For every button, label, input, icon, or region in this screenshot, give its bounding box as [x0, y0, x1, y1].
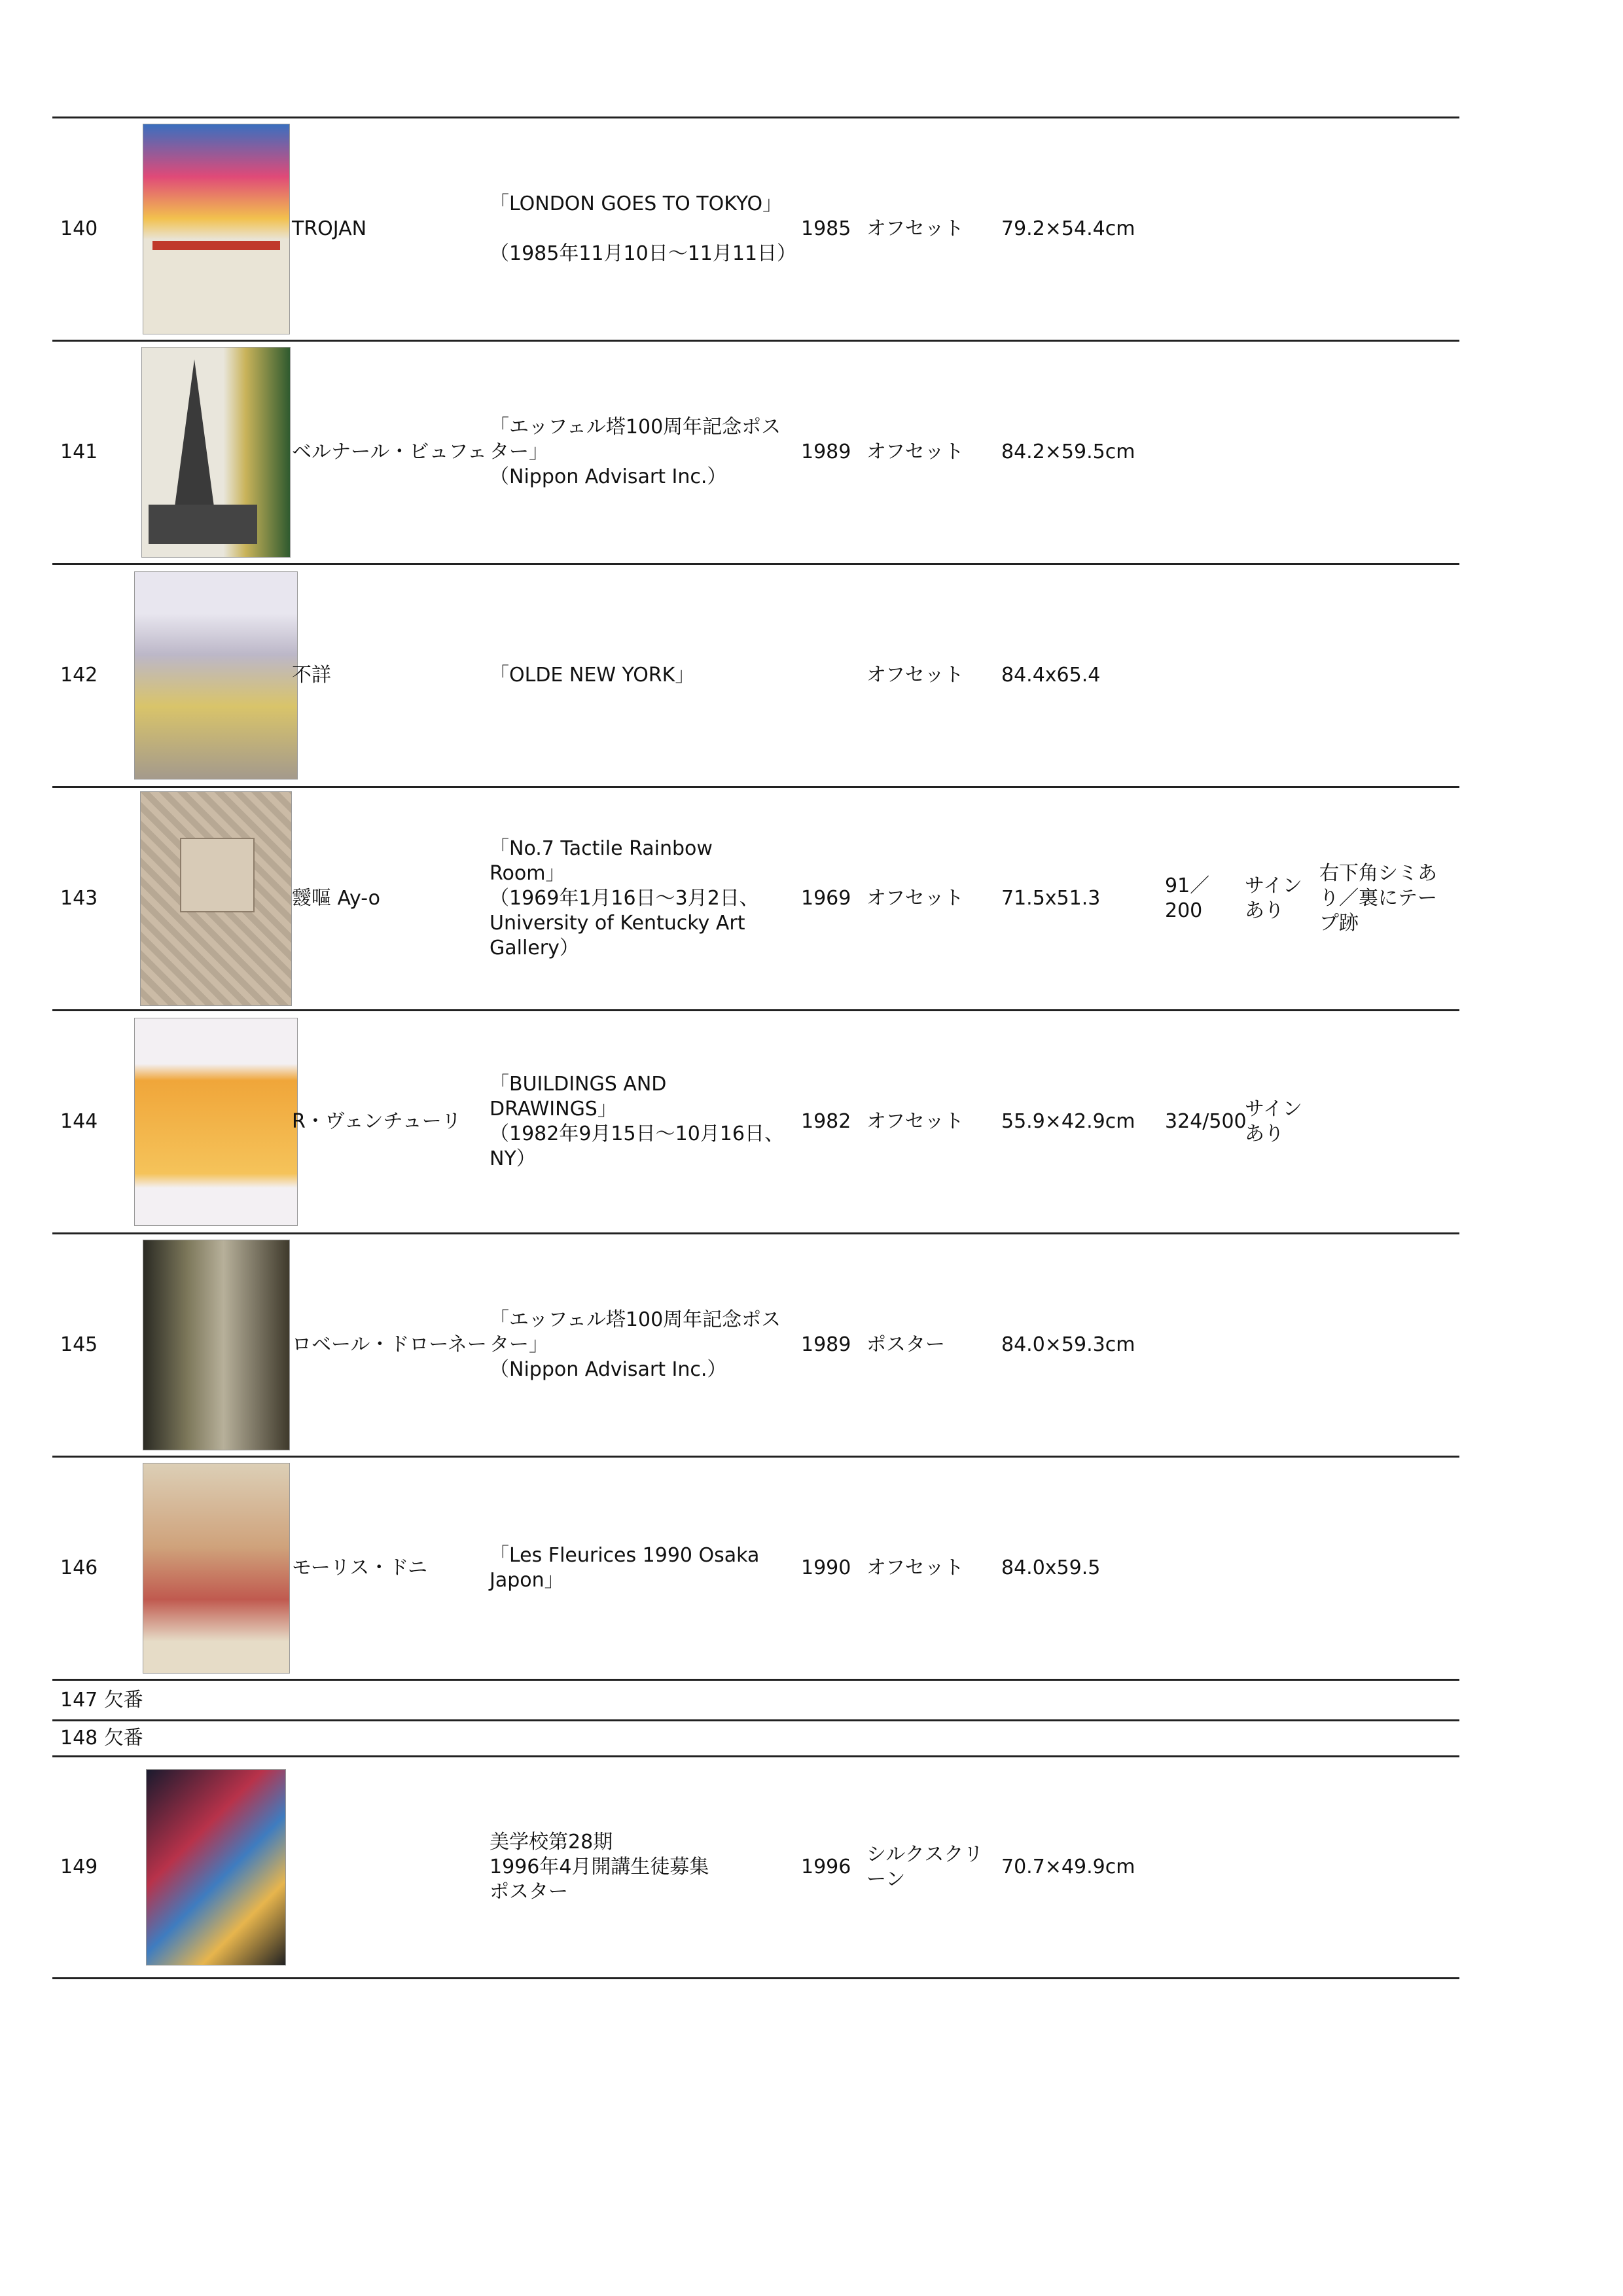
work-technique: ポスター: [866, 1333, 945, 1356]
item-number: 149: [60, 1856, 98, 1878]
catalog-row: [52, 563, 1459, 786]
poster-thumbnail: [140, 791, 292, 1006]
work-technique: オフセット: [866, 217, 964, 240]
edition-number: 324/500: [1165, 1110, 1247, 1133]
work-title: 美学校第28期 1996年4月開講生徒募集 ポスター: [490, 1831, 709, 1903]
edition-number: [1165, 565, 1237, 786]
artist-name: ベルナール・ビュフェ: [292, 440, 487, 463]
catalog-row: [52, 340, 1459, 563]
artist-name: TROJAN: [292, 217, 367, 240]
item-number: 144: [60, 1110, 98, 1133]
work-year: 1996: [801, 1856, 851, 1878]
work-title: 「LONDON GOES TO TOKYO」 （1985年11月10日～11月11日）: [490, 192, 797, 265]
item-number: 143: [60, 887, 98, 910]
item-number: 145: [60, 1333, 98, 1356]
condition-note: [1319, 118, 1450, 340]
signature-status: サインあり: [1245, 874, 1302, 922]
edition-number: 91／200: [1165, 874, 1210, 922]
work-size: 70.7×49.9cm: [1001, 1856, 1135, 1878]
poster-thumbnail: [143, 1240, 290, 1450]
artist-name: ロベール・ドローネー: [292, 1333, 487, 1356]
work-size: 84.2×59.5cm: [1001, 440, 1135, 463]
condition-note: [1319, 342, 1450, 563]
poster-thumbnail: [143, 124, 290, 334]
condition-note: 右下角シミあり／裏にテープ跡: [1319, 862, 1437, 935]
missing-item-row: [52, 1679, 1459, 1719]
poster-thumbnail: [134, 571, 298, 780]
edition-number: [1165, 118, 1237, 340]
condition-note: [1319, 565, 1450, 786]
missing-item-label: 148 欠番: [60, 1727, 143, 1749]
poster-thumbnail: [146, 1769, 286, 1965]
work-technique: シルクスクリーン: [866, 1843, 984, 1891]
condition-note: [1319, 1757, 1450, 1977]
artist-name: 不詳: [292, 664, 331, 687]
work-title: 「BUILDINGS AND DRAWINGS」 （1982年9月15日～10月16日、NY）: [490, 1073, 784, 1170]
work-title: 「Les Fleurices 1990 Osaka Japon」: [490, 1544, 760, 1592]
catalog-row: [52, 1009, 1459, 1232]
signature-status: サインあり: [1245, 1098, 1302, 1145]
work-technique: オフセット: [866, 664, 964, 687]
work-technique: オフセット: [866, 887, 964, 910]
work-size: 71.5x51.3: [1001, 887, 1101, 910]
artist-name: モーリス・ドニ: [292, 1556, 427, 1579]
work-technique: オフセット: [866, 440, 964, 463]
work-title: 「No.7 Tactile Rainbow Room」 （1969年1月16日～3月2日、University of Kentucky Art Gallery）: [490, 837, 759, 960]
edition-number: [1165, 1757, 1237, 1977]
edition-number: [1165, 1458, 1237, 1679]
item-number: 140: [60, 217, 98, 240]
poster-thumbnail: [143, 1463, 290, 1674]
work-year: 1990: [801, 1556, 851, 1579]
poster-thumbnail: [141, 347, 291, 558]
condition-note: [1319, 1458, 1450, 1679]
work-year: [801, 565, 860, 786]
item-number: 146: [60, 1556, 98, 1579]
artist-name: 靉嘔 Ay-o: [292, 887, 380, 910]
work-technique: オフセット: [866, 1110, 964, 1133]
work-title: 「エッフェル塔100周年記念ポスター」 （Nippon Advisart Inc.）: [490, 1308, 781, 1381]
poster-thumbnail: [134, 1018, 298, 1226]
catalog-row: [52, 1232, 1459, 1456]
catalog-row: [52, 1755, 1459, 1979]
work-size: 84.4x65.4: [1001, 664, 1101, 687]
catalog-row: [52, 786, 1459, 1009]
work-technique: オフセット: [866, 1556, 964, 1579]
item-number: 142: [60, 664, 98, 687]
edition-number: [1165, 342, 1237, 563]
signature-status: [1245, 565, 1310, 786]
artist-name: R・ヴェンチューリ: [292, 1110, 461, 1133]
work-title: 「エッフェル塔100周年記念ポスター」 （Nippon Advisart Inc.）: [490, 416, 781, 488]
missing-item-label: 147 欠番: [60, 1688, 143, 1712]
artist-name: [292, 1757, 488, 1977]
work-size: 55.9×42.9cm: [1001, 1110, 1135, 1133]
condition-note: [1319, 1234, 1450, 1456]
signature-status: [1245, 118, 1310, 340]
work-size: 84.0×59.3cm: [1001, 1333, 1135, 1356]
work-title: 「OLDE NEW YORK」: [490, 664, 695, 687]
signature-status: [1245, 342, 1310, 563]
work-size: 84.0x59.5: [1001, 1556, 1101, 1579]
signature-status: [1245, 1757, 1310, 1977]
work-year: 1985: [801, 217, 851, 240]
missing-item-row: [52, 1719, 1459, 1755]
work-year: 1989: [801, 440, 851, 463]
item-number: 141: [60, 440, 98, 463]
signature-status: [1245, 1234, 1310, 1456]
work-year: 1989: [801, 1333, 851, 1356]
edition-number: [1165, 1234, 1237, 1456]
condition-note: [1319, 1011, 1450, 1232]
catalog-row: [52, 117, 1459, 340]
signature-status: [1245, 1458, 1310, 1679]
poster-catalog-table: [52, 117, 1459, 1979]
work-year: 1969: [801, 887, 851, 910]
work-year: 1982: [801, 1110, 851, 1133]
work-size: 79.2×54.4cm: [1001, 217, 1135, 240]
catalog-row: [52, 1456, 1459, 1679]
